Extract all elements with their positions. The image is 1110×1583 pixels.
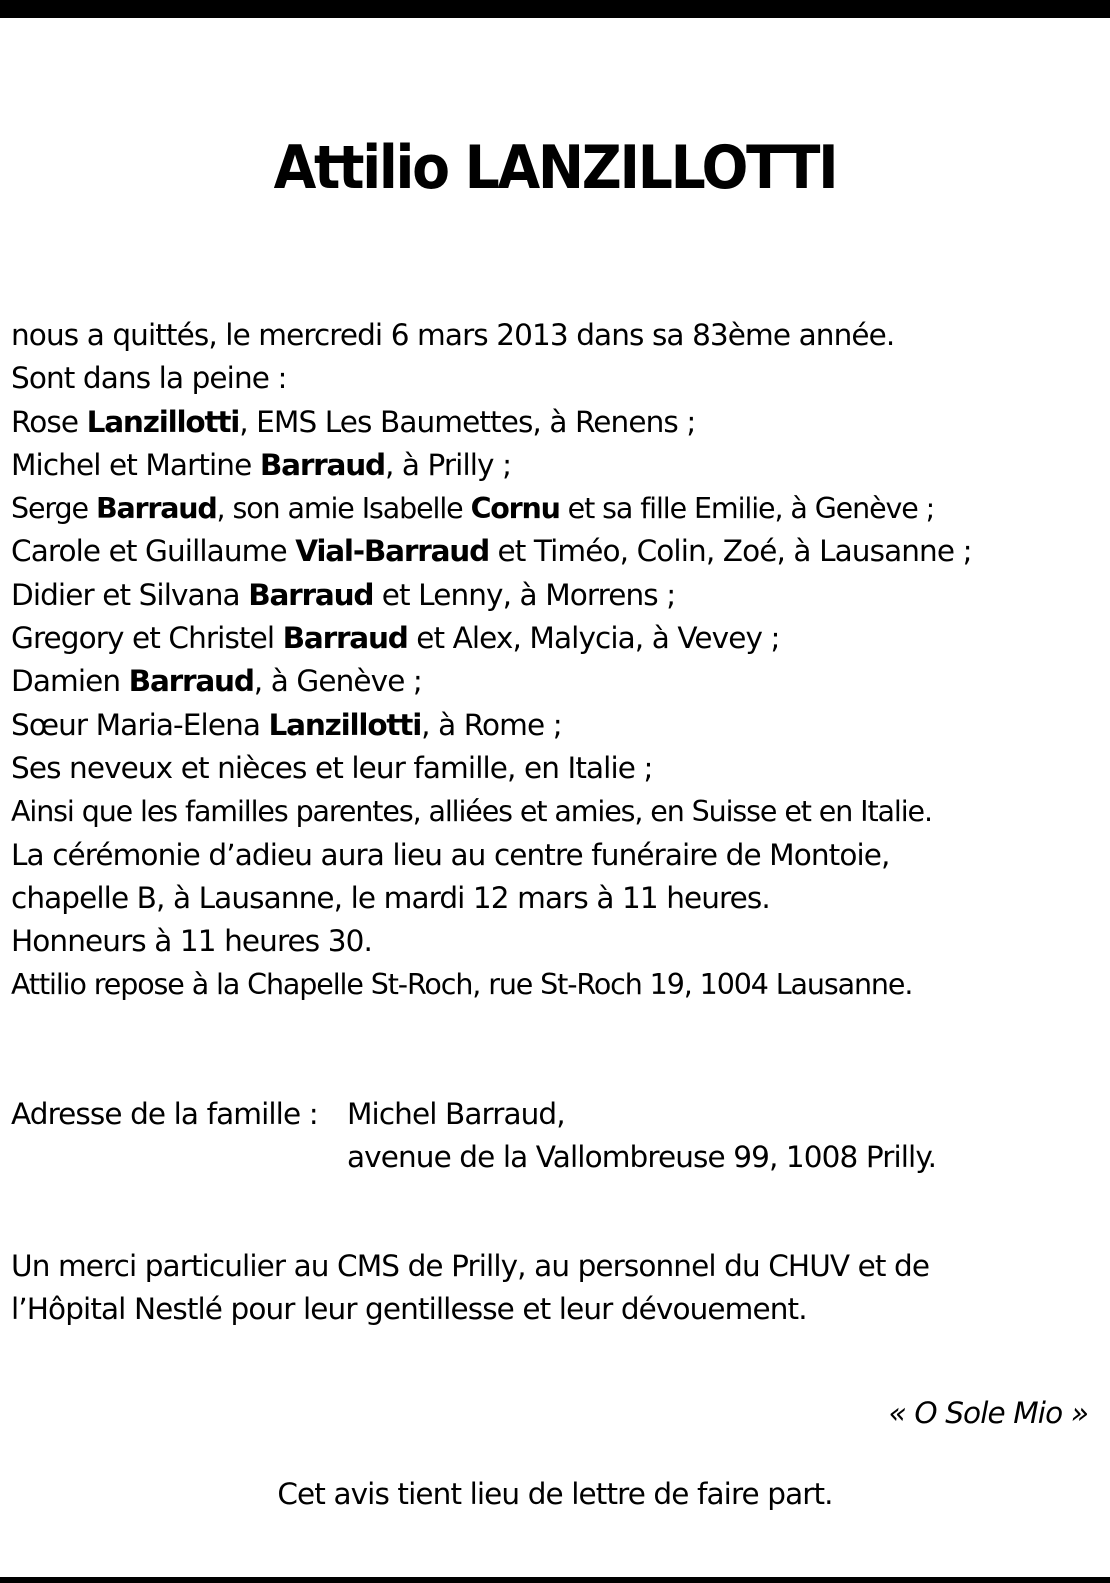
nephews-line: Ses neveux et nièces et leur famille, en Italie ; — [11, 750, 653, 785]
address-label: Adresse de la famille : — [11, 1097, 318, 1131]
resting-place-line: Attilio repose à la Chapelle St-Roch, rue St-Roch 19, 1004 Lausanne. — [11, 968, 913, 1002]
families-line: Ainsi que les familles parentes, alliées et amies, en Suisse et en Italie. — [11, 795, 932, 829]
family-name: Barraud — [259, 447, 385, 482]
bottom-border-rule — [0, 1577, 1110, 1583]
address-street: avenue de la Vallombreuse 99, 1008 Prilly. — [347, 1140, 937, 1174]
mourner-line: Didier et Silvana Barraud et Lenny, à Morrens ; — [11, 577, 676, 612]
thanks-line: Un merci particulier au CMS de Prilly, au personnel du CHUV et de — [11, 1249, 930, 1283]
thanks-line: l’Hôpital Nestlé pour leur gentillesse et leur dévouement. — [11, 1292, 807, 1327]
closing-statement: Cet avis tient lieu de lettre de faire part. — [277, 1477, 833, 1511]
address-contact-name: Michel Barraud, — [347, 1097, 565, 1131]
family-name: Vial-Barraud — [295, 534, 490, 569]
family-name: Barraud — [282, 621, 408, 656]
notice-body — [11, 314, 1101, 1007]
ceremony-line: La cérémonie d’adieu aura lieu au centre funéraire de Montoie, — [11, 837, 890, 872]
family-name: Lanzillotti — [268, 707, 422, 742]
family-address — [11, 1093, 1101, 1179]
song-quote: « O Sole Mio » — [888, 1396, 1088, 1430]
ceremony-line: chapelle B, à Lausanne, le mardi 12 mars à 11 heures. — [11, 880, 770, 915]
mourner-line: Sœur Maria-Elena Lanzillotti, à Rome ; — [11, 707, 562, 742]
announcement-line: nous a quittés, le mercredi 6 mars 2013 dans sa 83ème année. — [11, 318, 895, 352]
mourner-line: Rose Lanzillotti, EMS Les Baumettes, à Renens ; — [11, 404, 696, 439]
mourner-line: Carole et Guillaume Vial-Barraud et Timéo, Colin, Zoé, à Lausanne ; — [11, 534, 972, 569]
address-row — [11, 1136, 1101, 1179]
family-name: Barraud — [248, 577, 374, 612]
mourners-intro: Sont dans la peine : — [11, 361, 287, 396]
top-border-rule — [0, 0, 1110, 18]
family-name: Cornu — [470, 492, 560, 526]
mourner-line: Damien Barraud, à Genève ; — [11, 664, 422, 699]
family-name: Barraud — [95, 492, 217, 526]
honours-line: Honneurs à 11 heures 30. — [11, 924, 372, 959]
family-name: Barraud — [128, 664, 254, 699]
mourner-line: Michel et Martine Barraud, à Prilly ; — [11, 447, 512, 482]
thanks-paragraph — [11, 1245, 1101, 1332]
mourner-line: Gregory et Christel Barraud et Alex, Malycia, à Vevey ; — [11, 621, 780, 656]
address-row — [11, 1093, 1101, 1136]
family-name: Lanzillotti — [86, 404, 240, 439]
mourner-line: Serge Barraud, son amie Isabelle Cornu et sa fille Emilie, à Genève ; — [11, 492, 935, 526]
deceased-name-title: Attilio LANZILLOTTI — [273, 133, 837, 203]
